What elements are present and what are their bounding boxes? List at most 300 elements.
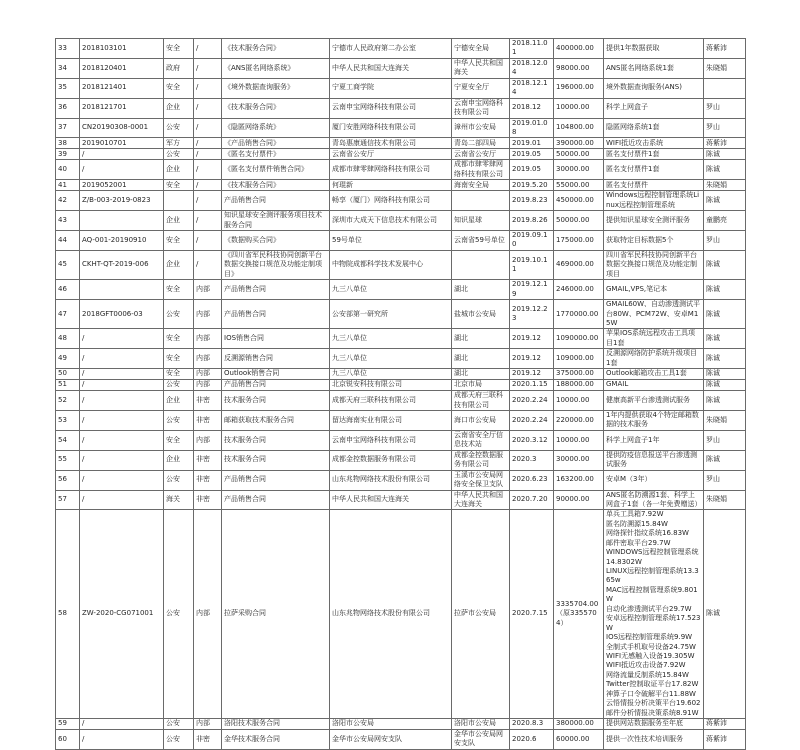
cell-person-name: 陈诚 (704, 391, 746, 411)
cell-row-number: 56 (56, 470, 80, 490)
cell-category: 企业 (164, 450, 194, 470)
cell-sign-date: 2018.12.14 (510, 78, 554, 98)
cell-contract-id: ZW-2020-CG071001 (80, 510, 164, 719)
cell-party-name: 宁夏工商学院 (330, 78, 452, 98)
cell-item-description (604, 329, 704, 349)
cell-contract-id: AQ-001-20190910 (80, 231, 164, 251)
cell-contract-name: 产品销售合同 (222, 300, 330, 329)
cell-party-name: 山东兆物网络技术股份有限公司 (330, 510, 452, 719)
cell-party-name: 成都天府三联科技有限公司 (330, 391, 452, 411)
cell-secrecy-level: / (194, 180, 222, 191)
cell-contract-name: 《数据购买合同》 (222, 231, 330, 251)
cell-customer-name: 拉萨市公安局 (452, 510, 510, 719)
item-line: 四川省军民科技协同创新平台数据交换接口规范及功能定制项目 (606, 250, 697, 278)
cell-customer-name: 中华人民共和国海关 (452, 58, 510, 78)
cell-category: 安全 (164, 180, 194, 191)
cell-secrecy-level: / (194, 149, 222, 160)
cell-row-number: 55 (56, 450, 80, 470)
contracts-table (55, 38, 746, 750)
cell-category: 企业 (164, 211, 194, 231)
cell-secrecy-level: 非密 (194, 470, 222, 490)
cell-category: 企业 (164, 98, 194, 118)
cell-customer-name: 成都市肆零肆网络科技有限公司 (452, 160, 510, 180)
cell-person-name: 陈诚 (704, 369, 746, 380)
cell-secrecy-level: / (194, 58, 222, 78)
cell-item-description (604, 430, 704, 450)
cell-customer-name: 海口市公安局 (452, 411, 510, 431)
cell-contract-id: / (80, 380, 164, 391)
cell-secrecy-level: / (194, 211, 222, 231)
cell-secrecy-level: / (194, 160, 222, 180)
cell-contract-id: 2018121401 (80, 78, 164, 98)
cell-customer-name: 盐城市公安局 (452, 300, 510, 329)
item-line: 自动化渗透测试平台29.7W (606, 604, 692, 613)
cell-item-description (604, 719, 704, 730)
cell-category: 公安 (164, 300, 194, 329)
cell-secrecy-level: 内部 (194, 510, 222, 719)
cell-party-name: 宁德市人民政府第二办公室 (330, 39, 452, 59)
cell-customer-name: 成都天府三联科技有限公司 (452, 391, 510, 411)
cell-sign-date: 2020.2.24 (510, 391, 554, 411)
cell-party-name: 中华人民共和国大连海关 (330, 58, 452, 78)
cell-party-name: 九三八单位 (330, 369, 452, 380)
cell-amount: 3335704.00（原3355704） (554, 510, 604, 719)
cell-row-number: 60 (56, 730, 80, 750)
cell-party-name: 厦门安胜网络科技有限公司 (330, 118, 452, 138)
cell-contract-name: 知识星球安全测评服务项目技术服务合同 (222, 211, 330, 231)
cell-sign-date: 2019.09.10 (510, 231, 554, 251)
cell-sign-date: 2019.12.19 (510, 280, 554, 300)
item-line: 提供一次性技术培训服务 (606, 734, 683, 743)
cell-category: 公安 (164, 380, 194, 391)
cell-person-name: 朱晓娟 (704, 180, 746, 191)
cell-contract-name: 《境外数据查询服务》 (222, 78, 330, 98)
cell-sign-date: 2019.05 (510, 160, 554, 180)
table-row (56, 231, 746, 251)
cell-contract-id: CN20190308-0001 (80, 118, 164, 138)
item-line: MAC远程控制管理系统9.801W (606, 585, 698, 604)
item-line: WIFI抵近攻击设备7.92W (606, 661, 686, 670)
cell-contract-id: / (80, 149, 164, 160)
cell-person-name: 朱晓娟 (704, 58, 746, 78)
cell-person-name: 蒋紫沛 (704, 719, 746, 730)
cell-item-description (604, 78, 704, 98)
cell-amount: 196000.00 (554, 78, 604, 98)
cell-row-number: 53 (56, 411, 80, 431)
cell-contract-name: 反溯源销售合同 (222, 349, 330, 369)
cell-person-name: 罗山 (704, 118, 746, 138)
cell-category: 公安 (164, 510, 194, 719)
cell-row-number: 42 (56, 191, 80, 211)
cell-category: 安全 (164, 329, 194, 349)
item-line: 获取特定目标数据5个 (606, 235, 674, 244)
table-row (56, 280, 746, 300)
cell-contract-id: / (80, 490, 164, 510)
cell-row-number: 50 (56, 369, 80, 380)
cell-item-description (604, 411, 704, 431)
item-line: 科学上网盒子1年 (606, 435, 660, 444)
cell-customer-name: 洛阳市公安局 (452, 719, 510, 730)
item-line: Outlook邮箱攻击工具1套 (606, 369, 687, 378)
cell-sign-date: 2020.7.15 (510, 510, 554, 719)
item-line: 匿名支付票件 (606, 180, 648, 189)
cell-party-name: 青岛惠康通信技术有限公司 (330, 138, 452, 149)
cell-sign-date: 2019.10.11 (510, 250, 554, 279)
cell-contract-name: 《产品销售合同》 (222, 138, 330, 149)
item-line: 匿名支付票件1套 (606, 165, 660, 174)
cell-row-number: 37 (56, 118, 80, 138)
cell-category: 军方 (164, 138, 194, 149)
cell-amount: 175000.00 (554, 231, 604, 251)
cell-customer-name: 云南省59号单位 (452, 231, 510, 251)
cell-amount: 1090000.00 (554, 329, 604, 349)
cell-item-description (604, 380, 704, 391)
cell-secrecy-level: / (194, 78, 222, 98)
cell-category: 安全 (164, 369, 194, 380)
cell-contract-name: 技术服务合同 (222, 430, 330, 450)
item-line: WINDOWS远程控制管理系统14.8302W (606, 548, 699, 566)
cell-category: 公安 (164, 719, 194, 730)
cell-secrecy-level: / (194, 98, 222, 118)
item-line: Twitter控制取证平台17.82W (606, 680, 699, 689)
cell-party-name: 九三八单位 (330, 280, 452, 300)
cell-party-name: 留达海南实业有限公司 (330, 411, 452, 431)
cell-party-name: 中物院成都科学技术发展中心 (330, 250, 452, 279)
cell-contract-name: 邮箱获取技术服务合同 (222, 411, 330, 431)
cell-customer-name: 北京市局 (452, 380, 510, 391)
cell-item-description (604, 280, 704, 300)
cell-person-name: 童鹏亮 (704, 211, 746, 231)
table-row (56, 450, 746, 470)
cell-amount: 50000.00 (554, 149, 604, 160)
cell-party-name: 北京锐安科技有限公司 (330, 380, 452, 391)
table-row (56, 329, 746, 349)
cell-customer-name: 海南安全局 (452, 180, 510, 191)
cell-contract-id: CKHT-QT-2019-006 (80, 250, 164, 279)
item-line: 匿名支付票件1套 (606, 149, 660, 158)
cell-contract-name: 《技术服务合同》 (222, 39, 330, 59)
cell-contract-name: Outlook销售合同 (222, 369, 330, 380)
cell-amount: 30000.00 (554, 160, 604, 180)
item-line: 境外数据查询服务(ANS) (606, 83, 682, 92)
cell-contract-id: / (80, 430, 164, 450)
cell-person-name: 蒋紫沛 (704, 39, 746, 59)
cell-category: 政府 (164, 58, 194, 78)
cell-customer-name: 金华市公安局网安支队 (452, 730, 510, 750)
cell-row-number: 45 (56, 250, 80, 279)
cell-row-number: 41 (56, 180, 80, 191)
cell-sign-date: 2019.8.23 (510, 191, 554, 211)
cell-category: 公安 (164, 470, 194, 490)
cell-amount: 469000.00 (554, 250, 604, 279)
cell-sign-date: 2019.12 (510, 349, 554, 369)
cell-row-number: 39 (56, 149, 80, 160)
cell-item-description (604, 490, 704, 510)
cell-customer-name: 湖北 (452, 349, 510, 369)
cell-category: 海关 (164, 490, 194, 510)
item-line: 反溯源网络防护系统升级项目1套 (606, 349, 697, 367)
cell-contract-name: 《匿名支付票件销售合同》 (222, 160, 330, 180)
cell-contract-name: 产品销售合同 (222, 470, 330, 490)
item-line: 邮件密取平台29.7W (606, 538, 671, 547)
cell-contract-name: 《技术服务合同》 (222, 98, 330, 118)
cell-party-name: 成都金控数据服务有限公司 (330, 450, 452, 470)
cell-contract-id: 2018GFT0006-03 (80, 300, 164, 329)
cell-customer-name: 湖北 (452, 280, 510, 300)
cell-amount: 375000.00 (554, 369, 604, 380)
cell-sign-date: 2020.1.15 (510, 380, 554, 391)
cell-contract-id: / (80, 349, 164, 369)
cell-secrecy-level: 非密 (194, 450, 222, 470)
cell-sign-date: 2020.2.24 (510, 411, 554, 431)
cell-party-name: 畅享（厦门）网络科技有限公司 (330, 191, 452, 211)
item-line: 提供1年数据获取 (606, 43, 660, 52)
cell-secrecy-level: 非密 (194, 490, 222, 510)
cell-customer-name: 云南省安全厅信息技术站 (452, 430, 510, 450)
cell-customer-name (452, 250, 510, 279)
table-row (56, 391, 746, 411)
cell-item-description (604, 300, 704, 329)
cell-contract-id: / (80, 369, 164, 380)
cell-person-name: 罗山 (704, 470, 746, 490)
item-line: 单兵工具箱7.92W (606, 510, 664, 519)
cell-contract-id: 2019052001 (80, 180, 164, 191)
cell-contract-id: 2018120401 (80, 58, 164, 78)
cell-customer-name: 漳州市公安局 (452, 118, 510, 138)
cell-row-number: 44 (56, 231, 80, 251)
cell-sign-date: 2020.6 (510, 730, 554, 750)
cell-amount: 10000.00 (554, 391, 604, 411)
cell-contract-name: 洛阳技术服务合同 (222, 719, 330, 730)
cell-secrecy-level: 内部 (194, 300, 222, 329)
table-row (56, 470, 746, 490)
cell-item-description (604, 470, 704, 490)
item-line: GMAIL (606, 380, 629, 389)
table-row (56, 349, 746, 369)
cell-sign-date: 2018.12.04 (510, 58, 554, 78)
cell-sign-date: 2019.12 (510, 369, 554, 380)
cell-item-description (604, 369, 704, 380)
cell-person-name: 陈诚 (704, 149, 746, 160)
cell-amount: 450000.00 (554, 191, 604, 211)
item-line: 神算子口令破解平台11.88W (606, 689, 696, 698)
cell-sign-date: 2019.12 (510, 329, 554, 349)
table-row (56, 719, 746, 730)
cell-contract-id: Z/B-003-2019-0823 (80, 191, 164, 211)
cell-contract-name: 金华技术服务合同 (222, 730, 330, 750)
cell-person-name: 陈诚 (704, 300, 746, 329)
cell-item-description (604, 191, 704, 211)
table-row (56, 510, 746, 719)
cell-secrecy-level: / (194, 231, 222, 251)
cell-customer-name: 青岛二部四局 (452, 138, 510, 149)
cell-contract-name: 产品销售合同 (222, 490, 330, 510)
cell-item-description (604, 138, 704, 149)
cell-item-description (604, 349, 704, 369)
cell-sign-date: 2019.5.20 (510, 180, 554, 191)
cell-party-name: 深圳市大成天下信息技术有限公司 (330, 211, 452, 231)
table-row (56, 250, 746, 279)
cell-item-description (604, 160, 704, 180)
item-line: 提供网站数据服务至年底 (606, 719, 683, 728)
cell-customer-name (452, 191, 510, 211)
cell-person-name: 罗山 (704, 231, 746, 251)
cell-category: 公安 (164, 149, 194, 160)
cell-secrecy-level: / (194, 250, 222, 279)
cell-contract-name: 拉萨采购合同 (222, 510, 330, 719)
cell-amount: 10000.00 (554, 98, 604, 118)
cell-category: 安全 (164, 430, 194, 450)
cell-category: 企业 (164, 160, 194, 180)
cell-person-name: 朱晓娟 (704, 411, 746, 431)
table-row (56, 149, 746, 160)
cell-row-number: 57 (56, 490, 80, 510)
cell-sign-date: 2020.8.3 (510, 719, 554, 730)
table-row (56, 160, 746, 180)
cell-contract-id (80, 211, 164, 231)
table-row (56, 411, 746, 431)
cell-sign-date: 2018.11.01 (510, 39, 554, 59)
table-row (56, 430, 746, 450)
item-line: GMAIL60W、自动渗透测试平台80W、PCM72W、安卓M15W (606, 300, 701, 327)
table-row (56, 300, 746, 329)
item-line: GMAIL,VPS,笔记本 (606, 284, 668, 293)
table-row (56, 490, 746, 510)
table-row (56, 78, 746, 98)
cell-sign-date: 2020.7.20 (510, 490, 554, 510)
item-line: Windows远程控制管理系统Linux远程控制管理系统 (606, 191, 700, 209)
cell-row-number: 52 (56, 391, 80, 411)
table-row (56, 369, 746, 380)
cell-secrecy-level: 内部 (194, 430, 222, 450)
cell-party-name: 九三八单位 (330, 349, 452, 369)
cell-secrecy-level: / (194, 138, 222, 149)
cell-person-name: 陈诚 (704, 191, 746, 211)
cell-customer-name: 宁德安全局 (452, 39, 510, 59)
cell-party-name: 云南申宝网络科技有限公司 (330, 430, 452, 450)
cell-secrecy-level: 内部 (194, 380, 222, 391)
cell-item-description (604, 231, 704, 251)
cell-row-number: 40 (56, 160, 80, 180)
cell-amount: 163200.00 (554, 470, 604, 490)
cell-contract-name: IOS销售合同 (222, 329, 330, 349)
item-line: 网络流量反制系统15.84W (606, 670, 689, 679)
cell-row-number: 46 (56, 280, 80, 300)
cell-category: 安全 (164, 39, 194, 59)
cell-contract-name: 《隐匿网络系统》 (222, 118, 330, 138)
table-row (56, 730, 746, 750)
cell-amount: 50000.00 (554, 211, 604, 231)
cell-contract-name: 产品销售合同 (222, 191, 330, 211)
cell-row-number: 36 (56, 98, 80, 118)
cell-item-description (604, 39, 704, 59)
table-row (56, 180, 746, 191)
cell-sign-date: 2019.01 (510, 138, 554, 149)
cell-customer-name: 成都金控数据服务有限公司 (452, 450, 510, 470)
item-line: LINUX远程控制管理系统13.365w (606, 567, 699, 585)
cell-contract-name: 《ANS匿名网络系统》 (222, 58, 330, 78)
item-line: ANS匿名网络系统1套 (606, 63, 674, 72)
item-line: 安卓M（3年） (606, 475, 652, 484)
cell-contract-name: 产品销售合同 (222, 280, 330, 300)
item-line: IOS远程控制管理系统9.9W (606, 633, 693, 642)
cell-secrecy-level: 内部 (194, 329, 222, 349)
cell-person-name: 陈诚 (704, 380, 746, 391)
cell-contract-id: / (80, 450, 164, 470)
cell-contract-id: / (80, 391, 164, 411)
cell-contract-name: 技术服务合同 (222, 450, 330, 470)
cell-amount: 188000.00 (554, 380, 604, 391)
cell-row-number: 59 (56, 719, 80, 730)
cell-person-name: 陈诚 (704, 329, 746, 349)
cell-item-description (604, 58, 704, 78)
cell-secrecy-level: 内部 (194, 719, 222, 730)
cell-amount: 380000.00 (554, 719, 604, 730)
cell-amount: 246000.00 (554, 280, 604, 300)
cell-person-name: 陈诚 (704, 250, 746, 279)
cell-secrecy-level: 内部 (194, 369, 222, 380)
cell-amount: 109000.00 (554, 349, 604, 369)
cell-customer-name: 湖北 (452, 329, 510, 349)
cell-person-name: 罗山 (704, 430, 746, 450)
cell-contract-name: 产品销售合同 (222, 380, 330, 391)
cell-contract-id (80, 280, 164, 300)
cell-contract-name: 技术服务合同 (222, 391, 330, 411)
cell-person-name: 罗山 (704, 98, 746, 118)
cell-amount: 220000.00 (554, 411, 604, 431)
cell-person-name: 陈诚 (704, 510, 746, 719)
cell-row-number: 33 (56, 39, 80, 59)
cell-row-number: 54 (56, 430, 80, 450)
cell-secrecy-level: / (194, 118, 222, 138)
item-line: 提供知识星球安全测评服务 (606, 215, 690, 224)
cell-party-name: 公安部第一研究所 (330, 300, 452, 329)
item-line: 健康高新平台渗透测试服务 (606, 395, 690, 404)
cell-customer-name: 中华人民共和国大连海关 (452, 490, 510, 510)
cell-category: 安全 (164, 78, 194, 98)
table-row (56, 39, 746, 59)
cell-person-name: 陈诚 (704, 349, 746, 369)
cell-person-name: 蒋紫沛 (704, 730, 746, 750)
cell-secrecy-level: / (194, 191, 222, 211)
item-line: 安卓远程控制管理系统17.523W (606, 614, 701, 632)
cell-sign-date: 2020.3 (510, 450, 554, 470)
cell-sign-date: 2019.01.08 (510, 118, 554, 138)
table-row (56, 191, 746, 211)
cell-contract-id: / (80, 411, 164, 431)
cell-category: 公安 (164, 730, 194, 750)
cell-contract-name: 《匿名支付票件》 (222, 149, 330, 160)
table-row (56, 118, 746, 138)
cell-amount: 55000.00 (554, 180, 604, 191)
cell-row-number: 38 (56, 138, 80, 149)
cell-contract-id: / (80, 329, 164, 349)
cell-row-number: 35 (56, 78, 80, 98)
cell-row-number: 34 (56, 58, 80, 78)
cell-item-description (604, 250, 704, 279)
cell-category: 公安 (164, 411, 194, 431)
cell-sign-date: 2020.3.12 (510, 430, 554, 450)
cell-person-name: 朱晓娟 (704, 490, 746, 510)
cell-amount: 98000.00 (554, 58, 604, 78)
cell-row-number: 47 (56, 300, 80, 329)
cell-item-description (604, 98, 704, 118)
cell-category: 公安 (164, 118, 194, 138)
cell-party-name: 云南申宝网络科技有限公司 (330, 98, 452, 118)
item-line: 苹果IOS系统远程攻击工具项目1套 (606, 329, 696, 347)
cell-person-name: 陈诚 (704, 160, 746, 180)
item-line: 网络探针指纹系统16.83W (606, 529, 689, 538)
